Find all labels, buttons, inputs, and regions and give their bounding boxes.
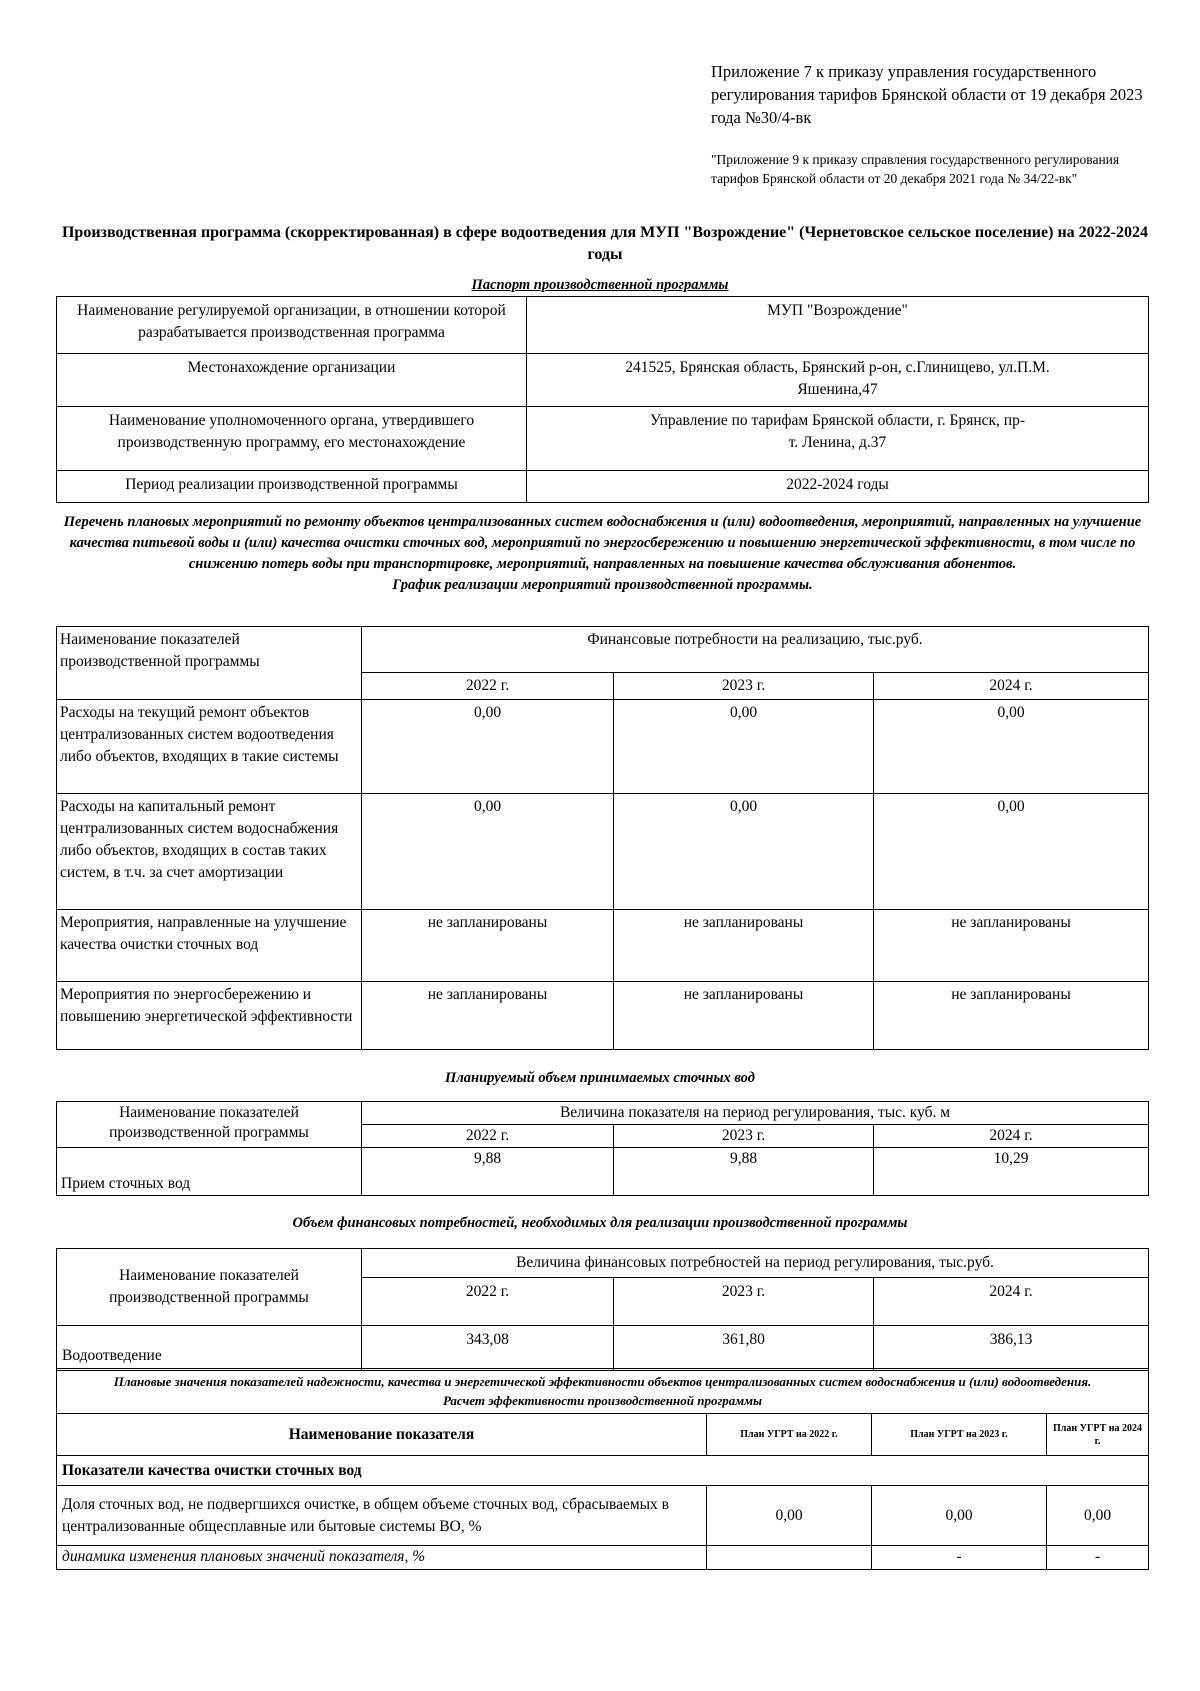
table-row bbox=[57, 1546, 1149, 1570]
year-header: 2024 г. bbox=[874, 1278, 1149, 1326]
year-header: 2022 г. bbox=[362, 1125, 614, 1148]
year-header: 2023 г. bbox=[614, 673, 874, 700]
section-heading: Показатели качества очистки сточных вод bbox=[57, 1456, 1149, 1486]
row-value: 386,13 bbox=[874, 1326, 1149, 1371]
finance-caption: Объем финансовых потребностей, необходимых для реализации производственной программы bbox=[292, 1215, 908, 1231]
row-value: не запланированы bbox=[874, 982, 1149, 1050]
col-header-name: Наименование показателей производственной программы bbox=[57, 627, 362, 700]
passport-row bbox=[57, 297, 1149, 354]
table-row bbox=[57, 794, 1149, 910]
year-header: 2023 г. bbox=[614, 1278, 874, 1326]
row-name: Мероприятия, направленные на улучшение качества очистки сточных вод bbox=[57, 910, 362, 982]
efficiency-caption-2: Расчет эффективности производственной программы bbox=[442, 1393, 763, 1408]
measures-caption bbox=[55, 512, 1150, 596]
schedule-caption: График реализации мероприятий производственной программы. bbox=[392, 577, 813, 593]
col-header-value: Величина финансовых потребностей на период регулирования, тыс.руб. bbox=[362, 1249, 1149, 1278]
row-value: 0,00 bbox=[874, 794, 1149, 910]
row-value: 9,88 bbox=[614, 1148, 874, 1196]
row-value: 10,29 bbox=[874, 1148, 1149, 1196]
passport-row bbox=[57, 471, 1149, 503]
volume-table bbox=[56, 1101, 1149, 1196]
appendix-9-note: "Приложение 9 к приказу справления государственного регулирования тарифов Брянской области от 20 декабря 2021 года № 34/22-вк" bbox=[711, 152, 1120, 186]
col-header-finance: Финансовые потребности на реализацию, тыс.руб. bbox=[362, 627, 1149, 673]
passport-label: Период реализации производственной программы bbox=[57, 471, 527, 503]
col-header-name: Наименование показателя bbox=[57, 1414, 707, 1456]
passport-label: Наименование регулируемой организации, в отношении которой разрабатывается производственная программа bbox=[57, 297, 527, 354]
finance-table bbox=[56, 1248, 1149, 1371]
year-header: 2022 г. bbox=[362, 1278, 614, 1326]
dynamics-value: - bbox=[872, 1546, 1047, 1570]
passport-value: МУП "Возрождение" bbox=[527, 297, 1149, 354]
passport-table bbox=[56, 296, 1149, 503]
row-value: 0,00 bbox=[614, 700, 874, 794]
measures-table bbox=[56, 626, 1149, 1050]
row-value: 361,80 bbox=[614, 1326, 874, 1371]
row-value: 0,00 bbox=[707, 1486, 872, 1546]
measures-list-text: Перечень плановых мероприятий по ремонту объектов централизованных систем водоснабжения и (или) водоотведения, мероприятий, направленных на улучшение качества питьевой воды и (или) качества очистки сточных вод, мероприятий по энергосбережению и повышению энергетической эффективности, в том числе по снижению потерь воды при транспортировке, мероприятий, направленных на повышение качества обслуживания абонентов. bbox=[63, 514, 1142, 572]
row-value: 0,00 bbox=[1047, 1486, 1149, 1546]
row-value: не запланированы bbox=[362, 910, 614, 982]
passport-value: 241525, Брянская область, Брянский р-он, с.Глинищево, ул.П.М. Яшенина,47 bbox=[527, 354, 1149, 407]
plan-header: План УГРТ на 2022 г. bbox=[707, 1414, 872, 1456]
year-header: 2023 г. bbox=[614, 1125, 874, 1148]
row-name: Доля сточных вод, не подвергшихся очистке, в общем объеме сточных вод, сбрасываемых в централизованные общесплавные или бытовые системы ВО, % bbox=[57, 1486, 707, 1546]
col-header-value: Величина показателя на период регулирования, тыс. куб. м bbox=[362, 1102, 1149, 1125]
row-name: Расходы на текущий ремонт объектов централизованных систем водоотведения либо объектов, входящих в такие системы bbox=[57, 700, 362, 794]
passport-row bbox=[57, 354, 1149, 407]
document-title: Производственная программа (скорректированная) в сфере водоотведения для МУП "Возрождение" (Чернетовское сельское поселение) на 2022-2024 годы bbox=[61, 224, 1148, 263]
row-value: не запланированы bbox=[614, 982, 874, 1050]
row-value: не запланированы bbox=[362, 982, 614, 1050]
plan-header: План УГРТ на 2023 г. bbox=[872, 1414, 1047, 1456]
efficiency-caption bbox=[57, 1369, 1149, 1414]
appendix-7-note: Приложение 7 к приказу управления государственного регулирования тарифов Брянской области от 19 декабря 2023 года №30/4-вк bbox=[711, 62, 1143, 127]
plan-header: План УГРТ на 2024 г. bbox=[1047, 1414, 1149, 1456]
year-header: 2022 г. bbox=[362, 673, 614, 700]
row-value: 0,00 bbox=[872, 1486, 1047, 1546]
table-row bbox=[57, 910, 1149, 982]
row-value: 0,00 bbox=[874, 700, 1149, 794]
row-value: 0,00 bbox=[362, 794, 614, 910]
row-value: не запланированы bbox=[614, 910, 874, 982]
efficiency-table bbox=[56, 1368, 1149, 1570]
row-value: 0,00 bbox=[614, 794, 874, 910]
passport-label: Местонахождение организации bbox=[57, 354, 527, 407]
row-value: не запланированы bbox=[874, 910, 1149, 982]
passport-value: 2022-2024 годы bbox=[527, 471, 1149, 503]
row-name: Водоотведение bbox=[57, 1326, 362, 1371]
row-name: Прием сточных вод bbox=[57, 1148, 362, 1196]
row-name: Расходы на капитальный ремонт централизованных систем водоснабжения либо объектов, входящих в состав таких систем, в т.ч. за счет амортизации bbox=[57, 794, 362, 910]
row-value: 9,88 bbox=[362, 1148, 614, 1196]
table-row bbox=[57, 1326, 1149, 1371]
table-row bbox=[57, 1486, 1149, 1546]
row-value: 343,08 bbox=[362, 1326, 614, 1371]
table-row bbox=[57, 700, 1149, 794]
passport-label: Наименование уполномоченного органа, утвердившего производственную программу, его местонахождение bbox=[57, 407, 527, 471]
efficiency-caption-1: Плановые значения показателей надежности, качества и энергетической эффективности объектов централизованных систем водоснабжения и (или) водоотведения. bbox=[113, 1374, 1092, 1389]
dynamics-value: - bbox=[1047, 1546, 1149, 1570]
table-row bbox=[57, 1148, 1149, 1196]
passport-row bbox=[57, 407, 1149, 471]
col-header-name: Наименование показателей производственной программы bbox=[57, 1249, 362, 1326]
table-row bbox=[57, 982, 1149, 1050]
row-value: 0,00 bbox=[362, 700, 614, 794]
col-header-name: Наименование показателей производственной программы bbox=[57, 1102, 362, 1148]
year-header: 2024 г. bbox=[874, 673, 1149, 700]
volume-caption: Планируемый объем принимаемых сточных вод bbox=[445, 1070, 755, 1086]
year-header: 2024 г. bbox=[874, 1125, 1149, 1148]
passport-value: Управление по тарифам Брянской области, г. Брянск, пр-т. Ленина, д.37 bbox=[527, 407, 1149, 471]
row-name: Мероприятия по энергосбережению и повышению энергетической эффективности bbox=[57, 982, 362, 1050]
dynamics-name: динамика изменения плановых значений показателя, % bbox=[57, 1546, 707, 1570]
passport-caption: Паспорт производственной программы bbox=[471, 277, 729, 293]
dynamics-value bbox=[707, 1546, 872, 1570]
